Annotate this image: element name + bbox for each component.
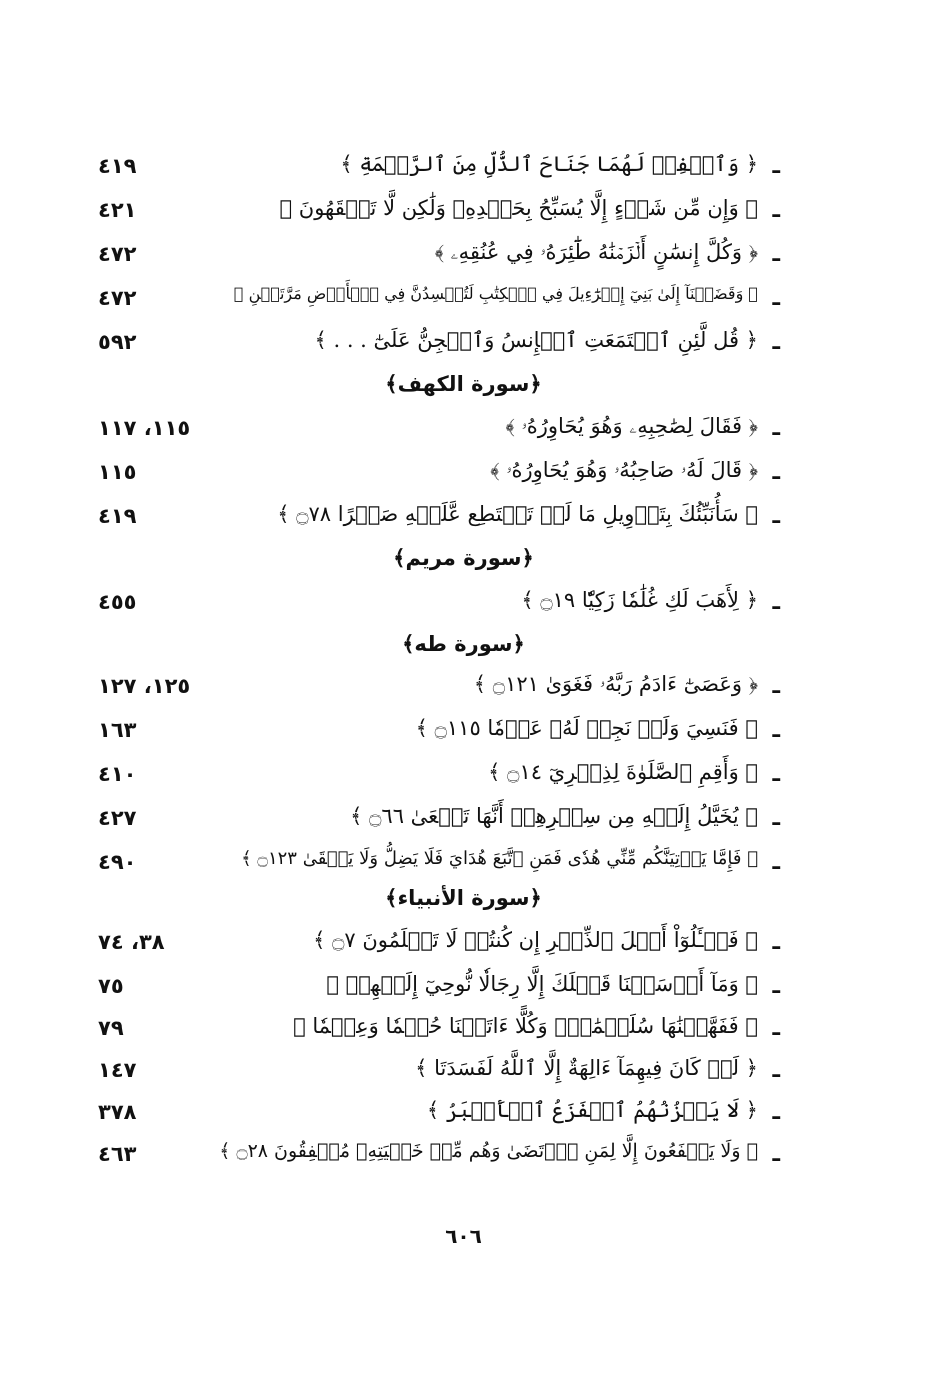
verse-entry <box>80 670 780 712</box>
verse-text: ﴿ فَفَهَّمۡنَٰهَا سُلَيۡمَٰنَۚ وَكُلًّا ءَاتَيۡنَا حُكۡمٗا وَعِلۡمٗا ﴾ <box>293 1014 758 1038</box>
page-reference: ٤٧٢ <box>98 286 137 310</box>
surah-heading: ﴿سورة الكهف﴾ <box>385 372 542 396</box>
page-reference: ٤٢١ <box>98 198 137 222</box>
page-reference: ١٤٧ <box>98 1058 137 1082</box>
entry-dash: ـ <box>772 330 780 355</box>
verse-text: ﴿ قُل لَّئِنِ ٱجۡتَمَعَتِ ٱلۡإِنسُ وَٱلۡجِنُّ عَلَىٰٓ . . . ﴾ <box>314 328 758 352</box>
verse-entry <box>80 586 780 628</box>
verse-text: ﴿ وَقَضَيۡنَآ إِلَىٰ بَنِيٓ إِسۡرَٰٓءِيلَ فِي ٱلۡكِتَٰبِ لَتُفۡسِدُنَّ فِي ٱلۡأَرۡضِ مَرَّتَيۡنِ ﴾ <box>233 284 758 303</box>
verse-text: ﴿ فَنَسِيَ وَلَمۡ نَجِدۡ لَهُۥ عَزۡمٗا ۝١١٥ ﴾ <box>415 716 758 740</box>
verse-text: ﴿ لَوۡ كَانَ فِيهِمَآ ءَالِهَةٌ إِلَّا ٱللَّهُ لَفَسَدَتَا ﴾ <box>415 1056 758 1080</box>
entry-dash: ـ <box>772 930 780 955</box>
verse-entry <box>80 194 780 236</box>
verse-entry <box>80 326 780 368</box>
page-reference: ٧٥ <box>98 974 124 998</box>
page-reference: ١٦٣ <box>98 718 137 742</box>
page-reference: ٤١٩ <box>98 154 137 178</box>
page-reference: ٤١٠ <box>98 762 137 786</box>
page-reference: ١١٥ <box>98 460 137 484</box>
verse-entry <box>80 412 780 454</box>
verse-entry <box>80 1012 780 1054</box>
entry-dash: ـ <box>772 1058 780 1083</box>
entry-dash: ـ <box>772 718 780 743</box>
verse-text: ﴿ وَكُلَّ إِنسَٰنٍ أَلۡزَمۡنَٰهُ طَٰٓئِرَهُۥ فِي عُنُقِهِۦ ﴾ <box>434 240 758 264</box>
entry-dash: ـ <box>772 198 780 223</box>
verse-text: ﴿ يُخَيَّلُ إِلَيۡهِ مِن سِحۡرِهِمۡ أَنَّهَا تَسۡعَىٰ ۝٦٦ ﴾ <box>350 804 758 828</box>
verse-entry <box>80 1138 780 1180</box>
verse-entry <box>80 714 780 756</box>
verse-entry <box>80 1096 780 1138</box>
page-reference: ٤٧٢ <box>98 242 137 266</box>
verse-entry <box>80 150 780 192</box>
verse-entry <box>80 282 780 324</box>
page-reference: ٤٢٧ <box>98 806 137 830</box>
page-reference: ٤١٩ <box>98 504 137 528</box>
surah-heading: ﴿سورة طه﴾ <box>402 632 525 656</box>
verse-entry <box>80 802 780 844</box>
verse-entry <box>80 1054 780 1096</box>
verse-text: ﴿ لِأَهَبَ لَكِ غُلَٰمٗا زَكِيّٗا ۝١٩ ﴾ <box>521 588 758 612</box>
verse-text: ﴿ سَأُنَبِّئُكَ بِتَأۡوِيلِ مَا لَمۡ تَسۡتَطِع عَّلَيۡهِ صَبۡرًا ۝٧٨ ﴾ <box>277 502 758 526</box>
verse-entry <box>80 926 780 968</box>
verse-text: ﴿ فَقَالَ لِصَٰحِبِهِۦ وَهُوَ يُحَاوِرُهُۥ ﴾ <box>505 414 758 438</box>
verse-entry <box>80 970 780 1012</box>
entry-dash: ـ <box>772 1016 780 1041</box>
page-reference: ٧٩ <box>98 1016 124 1040</box>
page-reference: ٣٨، ٧٤ <box>98 930 165 954</box>
verse-entry <box>80 456 780 498</box>
verse-text: ﴿ فَإِمَّا يَأۡتِيَنَّكُم مِّنِّي هُدٗى فَمَنِ ٱتَّبَعَ هُدَايَ فَلَا يَضِلُّ وَلَا يَشۡقَىٰ ۝١٢٣ ﴾ <box>241 848 758 869</box>
page-reference: ١١٥، ١١٧ <box>98 416 191 440</box>
entry-dash: ـ <box>772 416 780 441</box>
page-reference: ١٢٥، ١٢٧ <box>98 674 191 698</box>
verse-text: ﴿ وَإِن مِّن شَيۡءٍ إِلَّا يُسَبِّحُ بِحَمۡدِهِۦ وَلَٰكِن لَّا تَفۡقَهُونَ ﴾ <box>279 196 758 220</box>
page-reference: ٤٩٠ <box>98 850 137 874</box>
entry-dash: ـ <box>772 154 780 179</box>
verse-text: ﴿ وَمَآ أَرۡسَلۡنَا قَبۡلَكَ إِلَّا رِجَالٗا نُّوحِيٓ إِلَيۡهِمۡ ﴾ <box>326 972 758 996</box>
page-reference: ٤٥٥ <box>98 590 137 614</box>
page-number: ٦٠٦ <box>445 1224 482 1248</box>
entry-dash: ـ <box>772 850 780 875</box>
entry-dash: ـ <box>772 1100 780 1125</box>
entry-dash: ـ <box>772 286 780 311</box>
surah-heading: ﴿سورة مريم﴾ <box>393 546 534 570</box>
page-reference: ٥٩٢ <box>98 330 137 354</box>
entry-dash: ـ <box>772 590 780 615</box>
verse-text: ﴿ وَعَصَىٰٓ ءَادَمُ رَبَّهُۥ فَغَوَىٰ ۝١٢١ ﴾ <box>473 672 758 696</box>
entry-dash: ـ <box>772 242 780 267</box>
verse-entry <box>80 758 780 800</box>
verse-text: ﴿ وَلَا يَشۡفَعُونَ إِلَّا لِمَنِ ٱرۡتَضَىٰ وَهُم مِّنۡ خَشۡيَتِهِۦ مُشۡفِقُونَ ۝٢٨ ﴾ <box>219 1140 758 1162</box>
verse-text: ﴿ وَأَقِمِ ٱلصَّلَوٰةَ لِذِكۡرِيٓ ۝١٤ ﴾ <box>488 760 758 784</box>
verse-text: ﴿ قَالَ لَهُۥ صَاحِبُهُۥ وَهُوَ يُحَاوِرُهُۥ ﴾ <box>490 458 758 482</box>
page-reference: ٤٦٣ <box>98 1142 137 1166</box>
verse-text: ﴿ لَا يَحۡزُنُهُمُ ٱلۡفَزَعُ ٱلۡأَكۡبَرُ ﴾ <box>426 1098 758 1122</box>
entry-dash: ـ <box>772 762 780 787</box>
surah-heading: ﴿سورة الأنبياء﴾ <box>385 886 542 910</box>
entry-dash: ـ <box>772 460 780 485</box>
entry-dash: ـ <box>772 674 780 699</box>
verse-text: ﴿ وَٱخۡفِضۡ لَهُمَا جَنَاحَ ٱلذُّلِّ مِنَ ٱلرَّحۡمَةِ ﴾ <box>340 152 758 176</box>
page-reference: ٣٧٨ <box>98 1100 137 1124</box>
verse-entry <box>80 238 780 280</box>
verse-entry <box>80 846 780 888</box>
entry-dash: ـ <box>772 504 780 529</box>
entry-dash: ـ <box>772 806 780 831</box>
entry-dash: ـ <box>772 974 780 999</box>
verse-text: ﴿ فَسۡـَٔلُوٓاْ أَهۡلَ ٱلذِّكۡرِ إِن كُنتُمۡ لَا تَعۡلَمُونَ ۝٧ ﴾ <box>313 928 758 952</box>
entry-dash: ـ <box>772 1142 780 1167</box>
verse-entry <box>80 500 780 542</box>
